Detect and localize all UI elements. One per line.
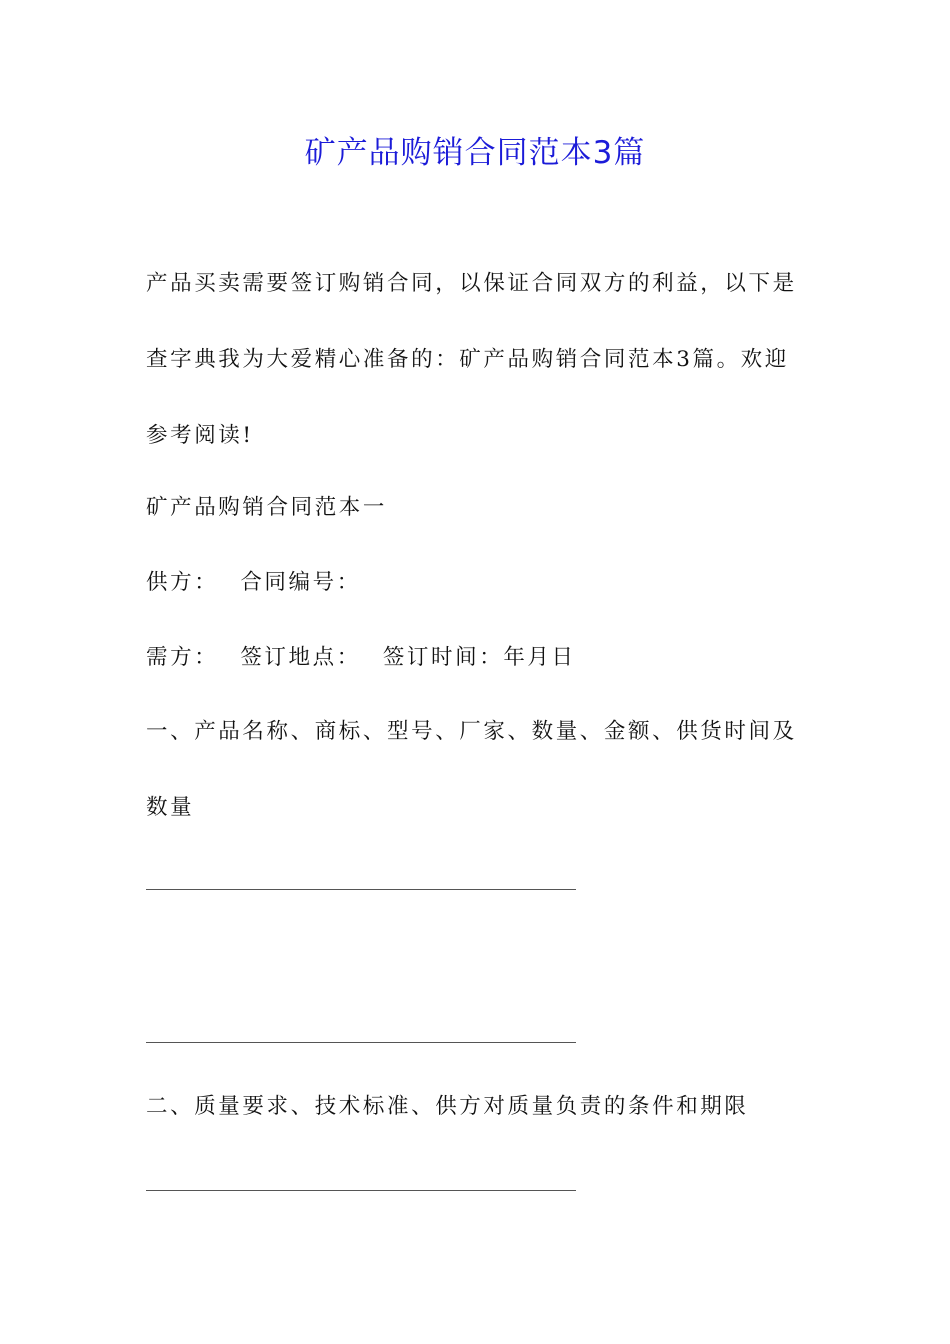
clause-1 — [146, 694, 816, 846]
supplier-label: 供方： — [146, 570, 219, 595]
sign-time-label: 签订时间：年月日 — [382, 645, 576, 670]
buyer-row — [146, 638, 576, 678]
clause-1-line: 一、产品名称、商标、型号、厂家、数量、金额、供货时间及 — [146, 719, 797, 744]
buyer-label: 需方： — [146, 645, 219, 670]
section-heading: 矿产品购销合同范本一 — [146, 495, 388, 520]
blank-fill-line — [146, 889, 576, 890]
supplier-row — [146, 563, 361, 603]
sign-place-label: 签订地点： — [240, 645, 361, 670]
intro-paragraph — [146, 246, 816, 474]
contract-number-label: 合同编号： — [240, 570, 361, 595]
document-title: 矿产品购销合同范本3篇 — [304, 135, 646, 171]
clause-1-line: 数量 — [146, 795, 195, 820]
intro-line: 产品买卖需要签订购销合同，以保证合同双方的利益，以下是 — [146, 271, 797, 296]
intro-line: 参考阅读! — [146, 423, 254, 448]
intro-line: 查字典我为大爱精心准备的：矿产品购销合同范本3篇。欢迎 — [146, 347, 789, 372]
clause-2: 二、质量要求、技术标准、供方对质量负责的条件和期限 — [146, 1094, 749, 1119]
blank-fill-line — [146, 1190, 576, 1191]
blank-fill-line — [146, 1042, 576, 1043]
